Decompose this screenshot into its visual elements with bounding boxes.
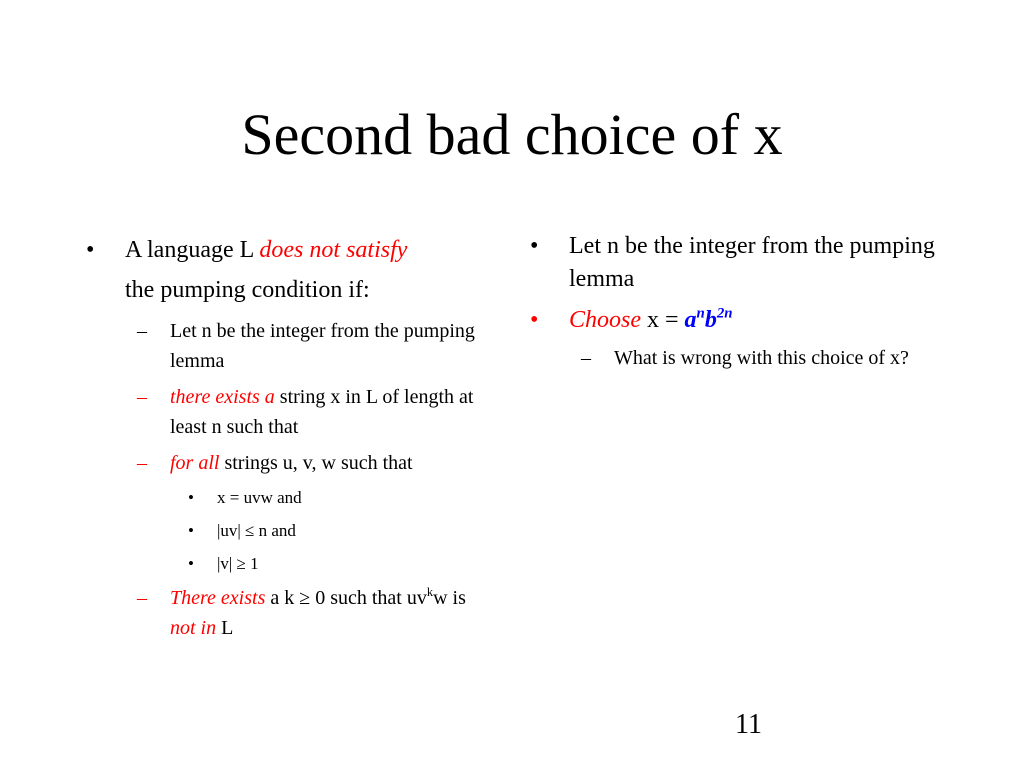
dash-marker: –: [137, 587, 147, 609]
condition-text: |uv| ≤ n and: [217, 521, 296, 540]
question-text: What is wrong with this choice of x?: [614, 347, 909, 369]
dash-marker: –: [137, 452, 147, 474]
choice-exp-a: n: [696, 305, 705, 322]
final-text: a k ≥ 0 such that uv: [265, 587, 427, 609]
bullet-dot: •: [188, 554, 194, 573]
bullet-dot: •: [530, 307, 539, 333]
dash-marker: –: [137, 386, 147, 408]
bullet-choose-x: [530, 304, 970, 337]
condition-item: [170, 550, 496, 577]
final-text-after: w is: [433, 587, 466, 609]
choose-emphasis: Choose: [569, 307, 641, 333]
sub-item-there-exists: [125, 382, 496, 442]
sub-item-text: Let n be the integer from the pumping lemma: [170, 320, 475, 372]
bullet-dot: •: [188, 488, 194, 507]
bullet-dot: •: [530, 233, 539, 259]
slide-title: Second bad choice of x: [241, 102, 783, 167]
bullet-text: Let n be the integer from the pumping lemma: [569, 233, 935, 292]
right-column: [530, 230, 970, 373]
exponent-k: k: [426, 584, 434, 599]
condition-item: [170, 517, 496, 544]
final-emphasis-not-in: not in: [170, 617, 217, 639]
sub-item-text: strings u, v, w such that: [219, 452, 413, 474]
intro-continuation: the pumping condition if:: [125, 277, 370, 303]
intro-text: A language L: [125, 237, 260, 263]
bullet-dot: •: [188, 521, 194, 540]
final-emphasis: There exists: [170, 587, 266, 609]
choose-text: x =: [641, 307, 685, 333]
sub-item-emphasis: for all: [170, 452, 220, 474]
choice-base-a: a: [684, 307, 697, 333]
choice-exp-b: 2n: [716, 305, 733, 322]
bullet-dot: •: [86, 237, 95, 263]
left-column: [86, 230, 496, 643]
condition-text: x = uvw and: [217, 488, 302, 507]
condition-item: [170, 484, 496, 511]
sub-item-there-exists-k: [125, 583, 496, 643]
sub-item-integer-n: [125, 316, 496, 376]
sub-item-text: string x in L of length at least n such that: [170, 386, 474, 438]
page-number: 11: [735, 709, 762, 740]
sub-item-for-all: [125, 448, 496, 478]
condition-text: |v| ≥ 1: [217, 554, 259, 573]
sub-item-emphasis: there exists a: [170, 386, 275, 408]
choice-base-b: b: [704, 307, 717, 333]
bullet-language-condition: [86, 230, 496, 310]
bullet-integer-n: [530, 230, 970, 296]
dash-marker: –: [581, 347, 591, 369]
dash-marker: –: [137, 320, 147, 342]
sub-item-question: [569, 343, 970, 373]
intro-emphasis: does not satisfy: [259, 237, 408, 263]
final-text-end: L: [216, 617, 234, 639]
